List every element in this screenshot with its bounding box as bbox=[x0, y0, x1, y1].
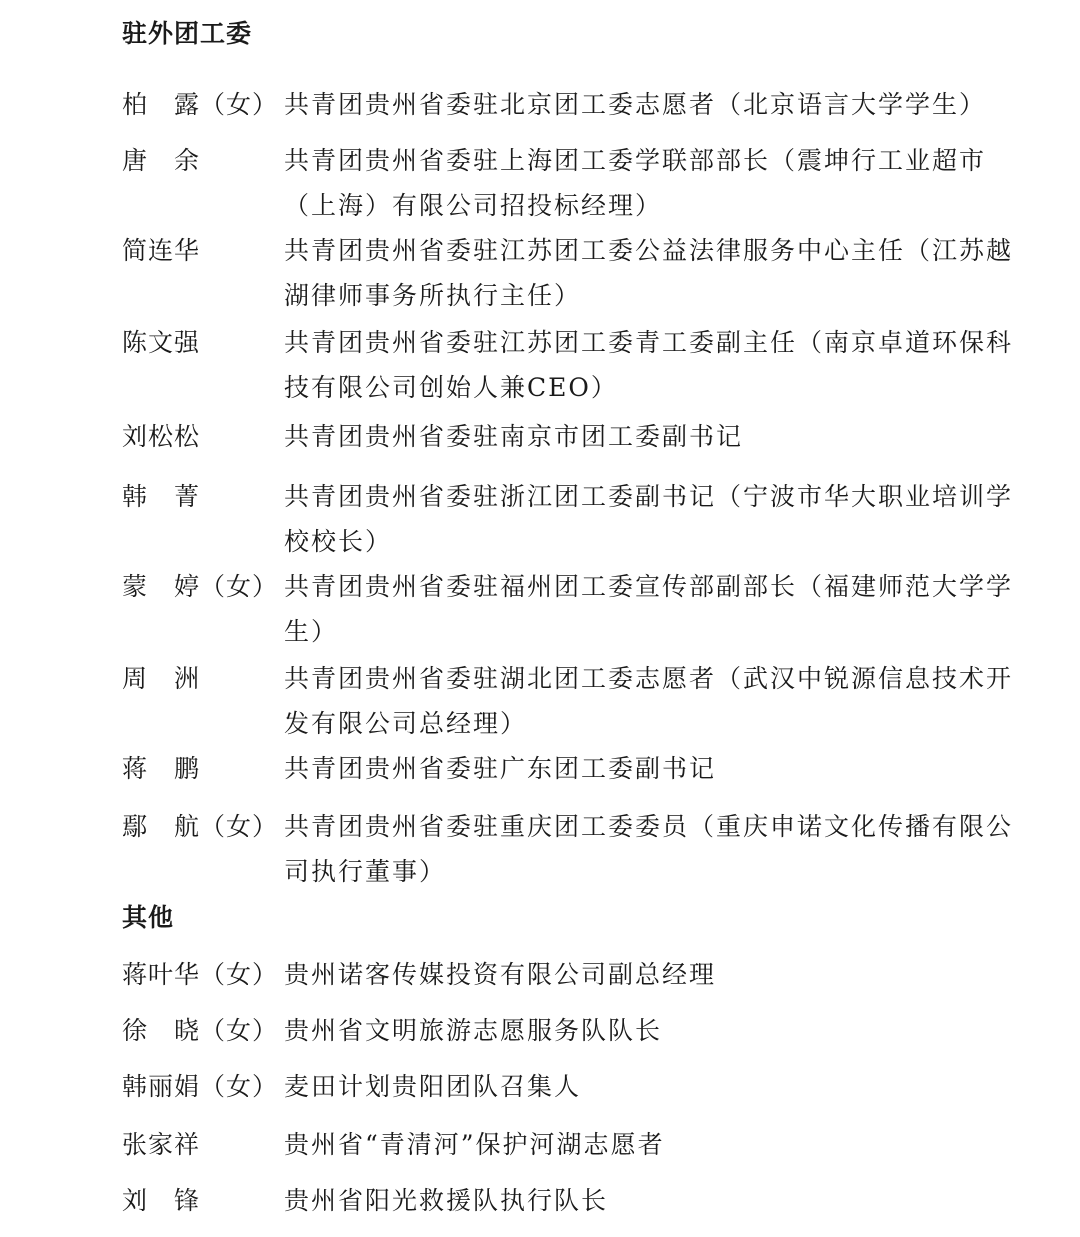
entry-name: 刘松松 bbox=[122, 422, 201, 451]
entry-name: 陈文强 bbox=[122, 328, 201, 357]
entry-name: 周 洲 bbox=[122, 664, 201, 693]
entry-description: 麦田计划贵阳团队召集人 bbox=[284, 1072, 582, 1101]
entry-name: 蒋 鹏 bbox=[122, 754, 201, 783]
entry-name: 韩 菁 bbox=[122, 482, 201, 511]
entry-name: 鄢 航（女） bbox=[122, 812, 279, 841]
entry-description: 共青团贵州省委驻广东团工委副书记 bbox=[284, 754, 717, 783]
entry-description: 共青团贵州省委驻北京团工委志愿者（北京语言大学学生） bbox=[284, 90, 987, 119]
section-heading-other: 其他 bbox=[122, 903, 175, 932]
entry-description: 共青团贵州省委驻南京市团工委副书记 bbox=[284, 422, 744, 451]
entry-name: 简连华 bbox=[122, 236, 201, 265]
entry-description: 共青团贵州省委驻江苏团工委公益法律服务中心主任（江苏越湖律师事务所执行主任） bbox=[284, 236, 1014, 310]
entry-description: 贵州省文明旅游志愿服务队队长 bbox=[284, 1016, 663, 1045]
entry-name: 蒋叶华（女） bbox=[122, 960, 279, 989]
entry-name: 唐 余 bbox=[122, 146, 201, 175]
entry-name: 徐 晓（女） bbox=[122, 1016, 279, 1045]
entry-description: 共青团贵州省委驻福州团工委宣传部副部长（福建师范大学学生） bbox=[284, 572, 1014, 646]
entry-description: 贵州诺客传媒投资有限公司副总经理 bbox=[284, 960, 717, 989]
entry-description: 贵州省阳光救援队执行队长 bbox=[284, 1186, 609, 1215]
entry-name: 蒙 婷（女） bbox=[122, 572, 279, 601]
entry-description: 共青团贵州省委驻江苏团工委青工委副主任（南京卓道环保科技有限公司创始人兼CEO） bbox=[284, 328, 1014, 402]
entry-name: 张家祥 bbox=[122, 1130, 201, 1159]
section-heading-overseas: 驻外团工委 bbox=[122, 19, 253, 48]
entry-name: 柏 露（女） bbox=[122, 90, 279, 119]
entry-description: 共青团贵州省委驻湖北团工委志愿者（武汉中锐源信息技术开发有限公司总经理） bbox=[284, 664, 1014, 738]
entry-description: 共青团贵州省委驻重庆团工委委员（重庆申诺文化传播有限公司执行董事） bbox=[284, 812, 1014, 886]
entry-name: 韩丽娟（女） bbox=[122, 1072, 279, 1101]
entry-name: 刘 锋 bbox=[122, 1186, 201, 1215]
entry-description: 共青团贵州省委驻浙江团工委副书记（宁波市华大职业培训学校校长） bbox=[284, 482, 1014, 556]
entry-description: 贵州省“青清河”保护河湖志愿者 bbox=[284, 1130, 665, 1159]
entry-description: 共青团贵州省委驻上海团工委学联部部长（震坤行工业超市（上海）有限公司招投标经理） bbox=[284, 146, 987, 220]
